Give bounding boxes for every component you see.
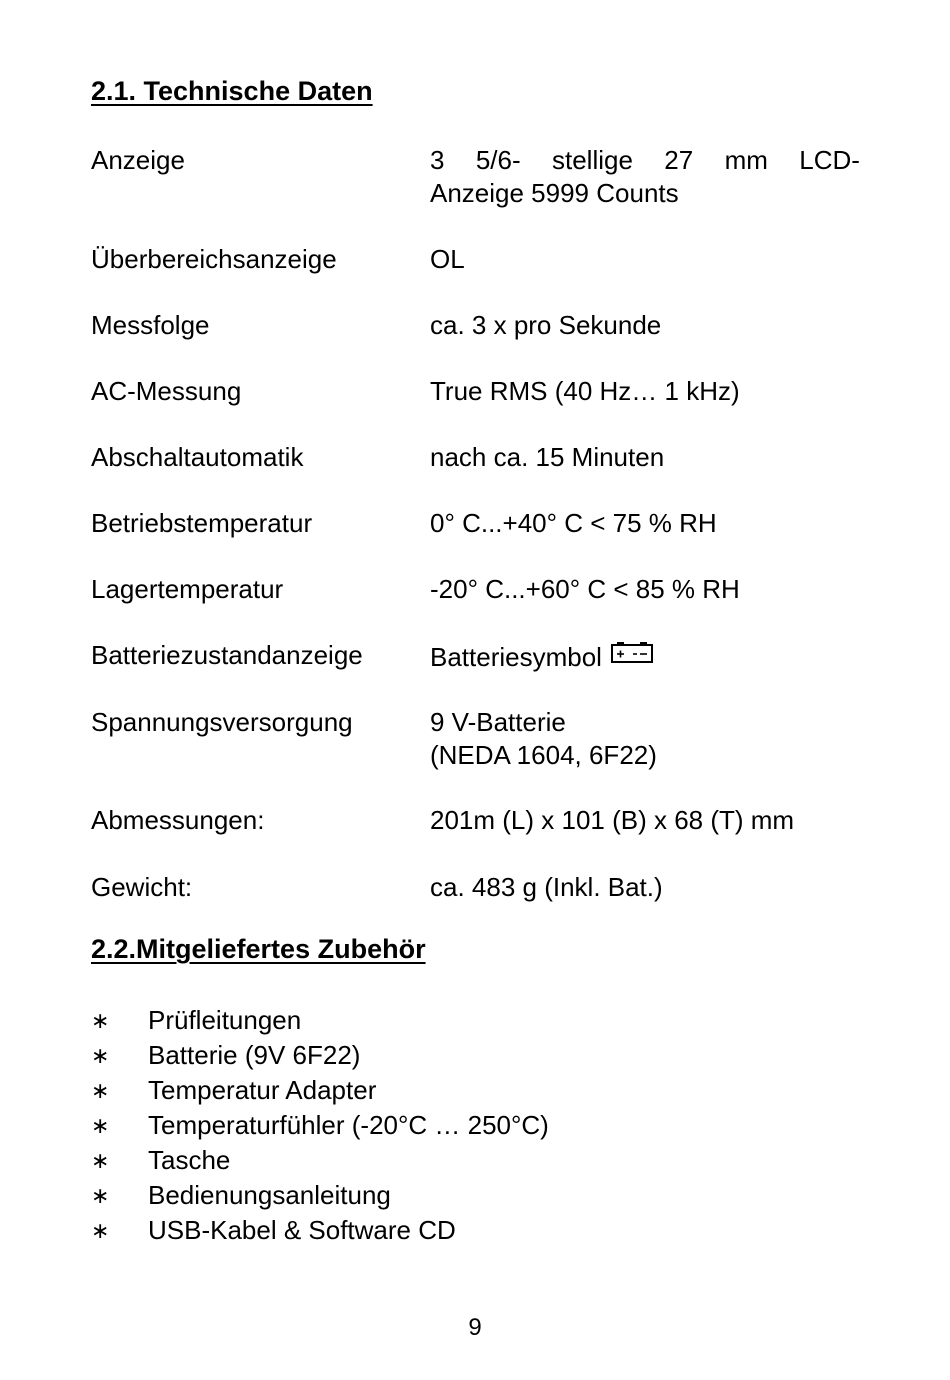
spec-value: OL [430, 244, 465, 274]
spec-value: ca. 483 g (Inkl. Bat.) [430, 872, 663, 902]
spec-value-text: Batteriesymbol [430, 642, 602, 672]
spec-label: Betriebstemperatur [91, 508, 313, 538]
spec-value: nach ca. 15 Minuten [430, 442, 665, 472]
spec-label: Messfolge [91, 310, 210, 340]
spec-value-word: LCD- [799, 145, 860, 175]
list-item-text: Prüfleitungen [148, 1005, 302, 1035]
bullet-asterisk-icon: ∗ [91, 1043, 110, 1068]
list-item [91, 1038, 791, 1073]
spec-label: Gewicht: [91, 872, 193, 902]
bullet-asterisk-icon: ∗ [91, 1078, 110, 1103]
section-heading-technical-data: 2.1. Technische Daten [91, 76, 373, 106]
spec-label: Abschaltautomatik [91, 442, 304, 472]
bullet-asterisk-icon: ∗ [91, 1148, 110, 1173]
spec-label: Anzeige [91, 145, 185, 175]
spec-value-word: 27 [664, 145, 694, 175]
spec-value [430, 639, 860, 674]
spec-value-line [430, 144, 860, 177]
list-item-text: USB-Kabel & Software CD [148, 1215, 456, 1245]
accessory-list [91, 1003, 791, 1248]
spec-value [430, 144, 860, 210]
spec-value-word: 5/6- [475, 145, 521, 175]
bullet-asterisk-icon: ∗ [91, 1113, 110, 1138]
spec-value: 201m (L) x 101 (B) x 68 (T) mm [430, 805, 795, 835]
list-item-text: Bedienungsanleitung [148, 1180, 391, 1210]
spec-label: Spannungsversorgung [91, 707, 353, 737]
spec-label: Batteriezustandanzeige [91, 640, 363, 670]
list-item-text: Temperatur Adapter [148, 1075, 377, 1105]
spec-value [430, 706, 860, 772]
page-number: 9 [468, 1314, 482, 1341]
spec-value-line: Anzeige 5999 Counts [430, 178, 679, 208]
list-item [91, 1003, 791, 1038]
spec-value: True RMS (40 Hz… 1 kHz) [430, 376, 740, 406]
spec-value-line: (NEDA 1604, 6F22) [430, 740, 657, 770]
spec-label: Lagertemperatur [91, 574, 284, 604]
list-item-text: Batterie (9V 6F22) [148, 1040, 361, 1070]
spec-value-word: stellige [552, 145, 633, 175]
section-heading-accessories: 2.2.Mitgeliefertes Zubehör [91, 934, 426, 964]
spec-value: 0° C...+40° C < 75 % RH [430, 508, 717, 538]
list-item [91, 1213, 791, 1248]
bullet-asterisk-icon: ∗ [91, 1008, 110, 1033]
list-item [91, 1143, 791, 1178]
bullet-asterisk-icon: ∗ [91, 1183, 110, 1208]
spec-value-word: 3 [430, 145, 445, 175]
spec-value: ca. 3 x pro Sekunde [430, 310, 662, 340]
list-item-text: Temperaturfühler (-20°C … 250°C) [148, 1110, 549, 1140]
list-item [91, 1073, 791, 1108]
spec-value-word: mm [724, 145, 768, 175]
bullet-asterisk-icon: ∗ [91, 1218, 110, 1243]
spec-label: Abmessungen: [91, 805, 265, 835]
spec-value-line: 9 V-Batterie [430, 707, 566, 737]
list-item-text: Tasche [148, 1145, 231, 1175]
list-item [91, 1108, 791, 1143]
spec-label: Überbereichsanzeige [91, 244, 337, 274]
battery-icon [610, 639, 654, 672]
list-item [91, 1178, 791, 1213]
spec-value: -20° C...+60° C < 85 % RH [430, 574, 740, 604]
spec-label: AC-Messung [91, 376, 242, 406]
